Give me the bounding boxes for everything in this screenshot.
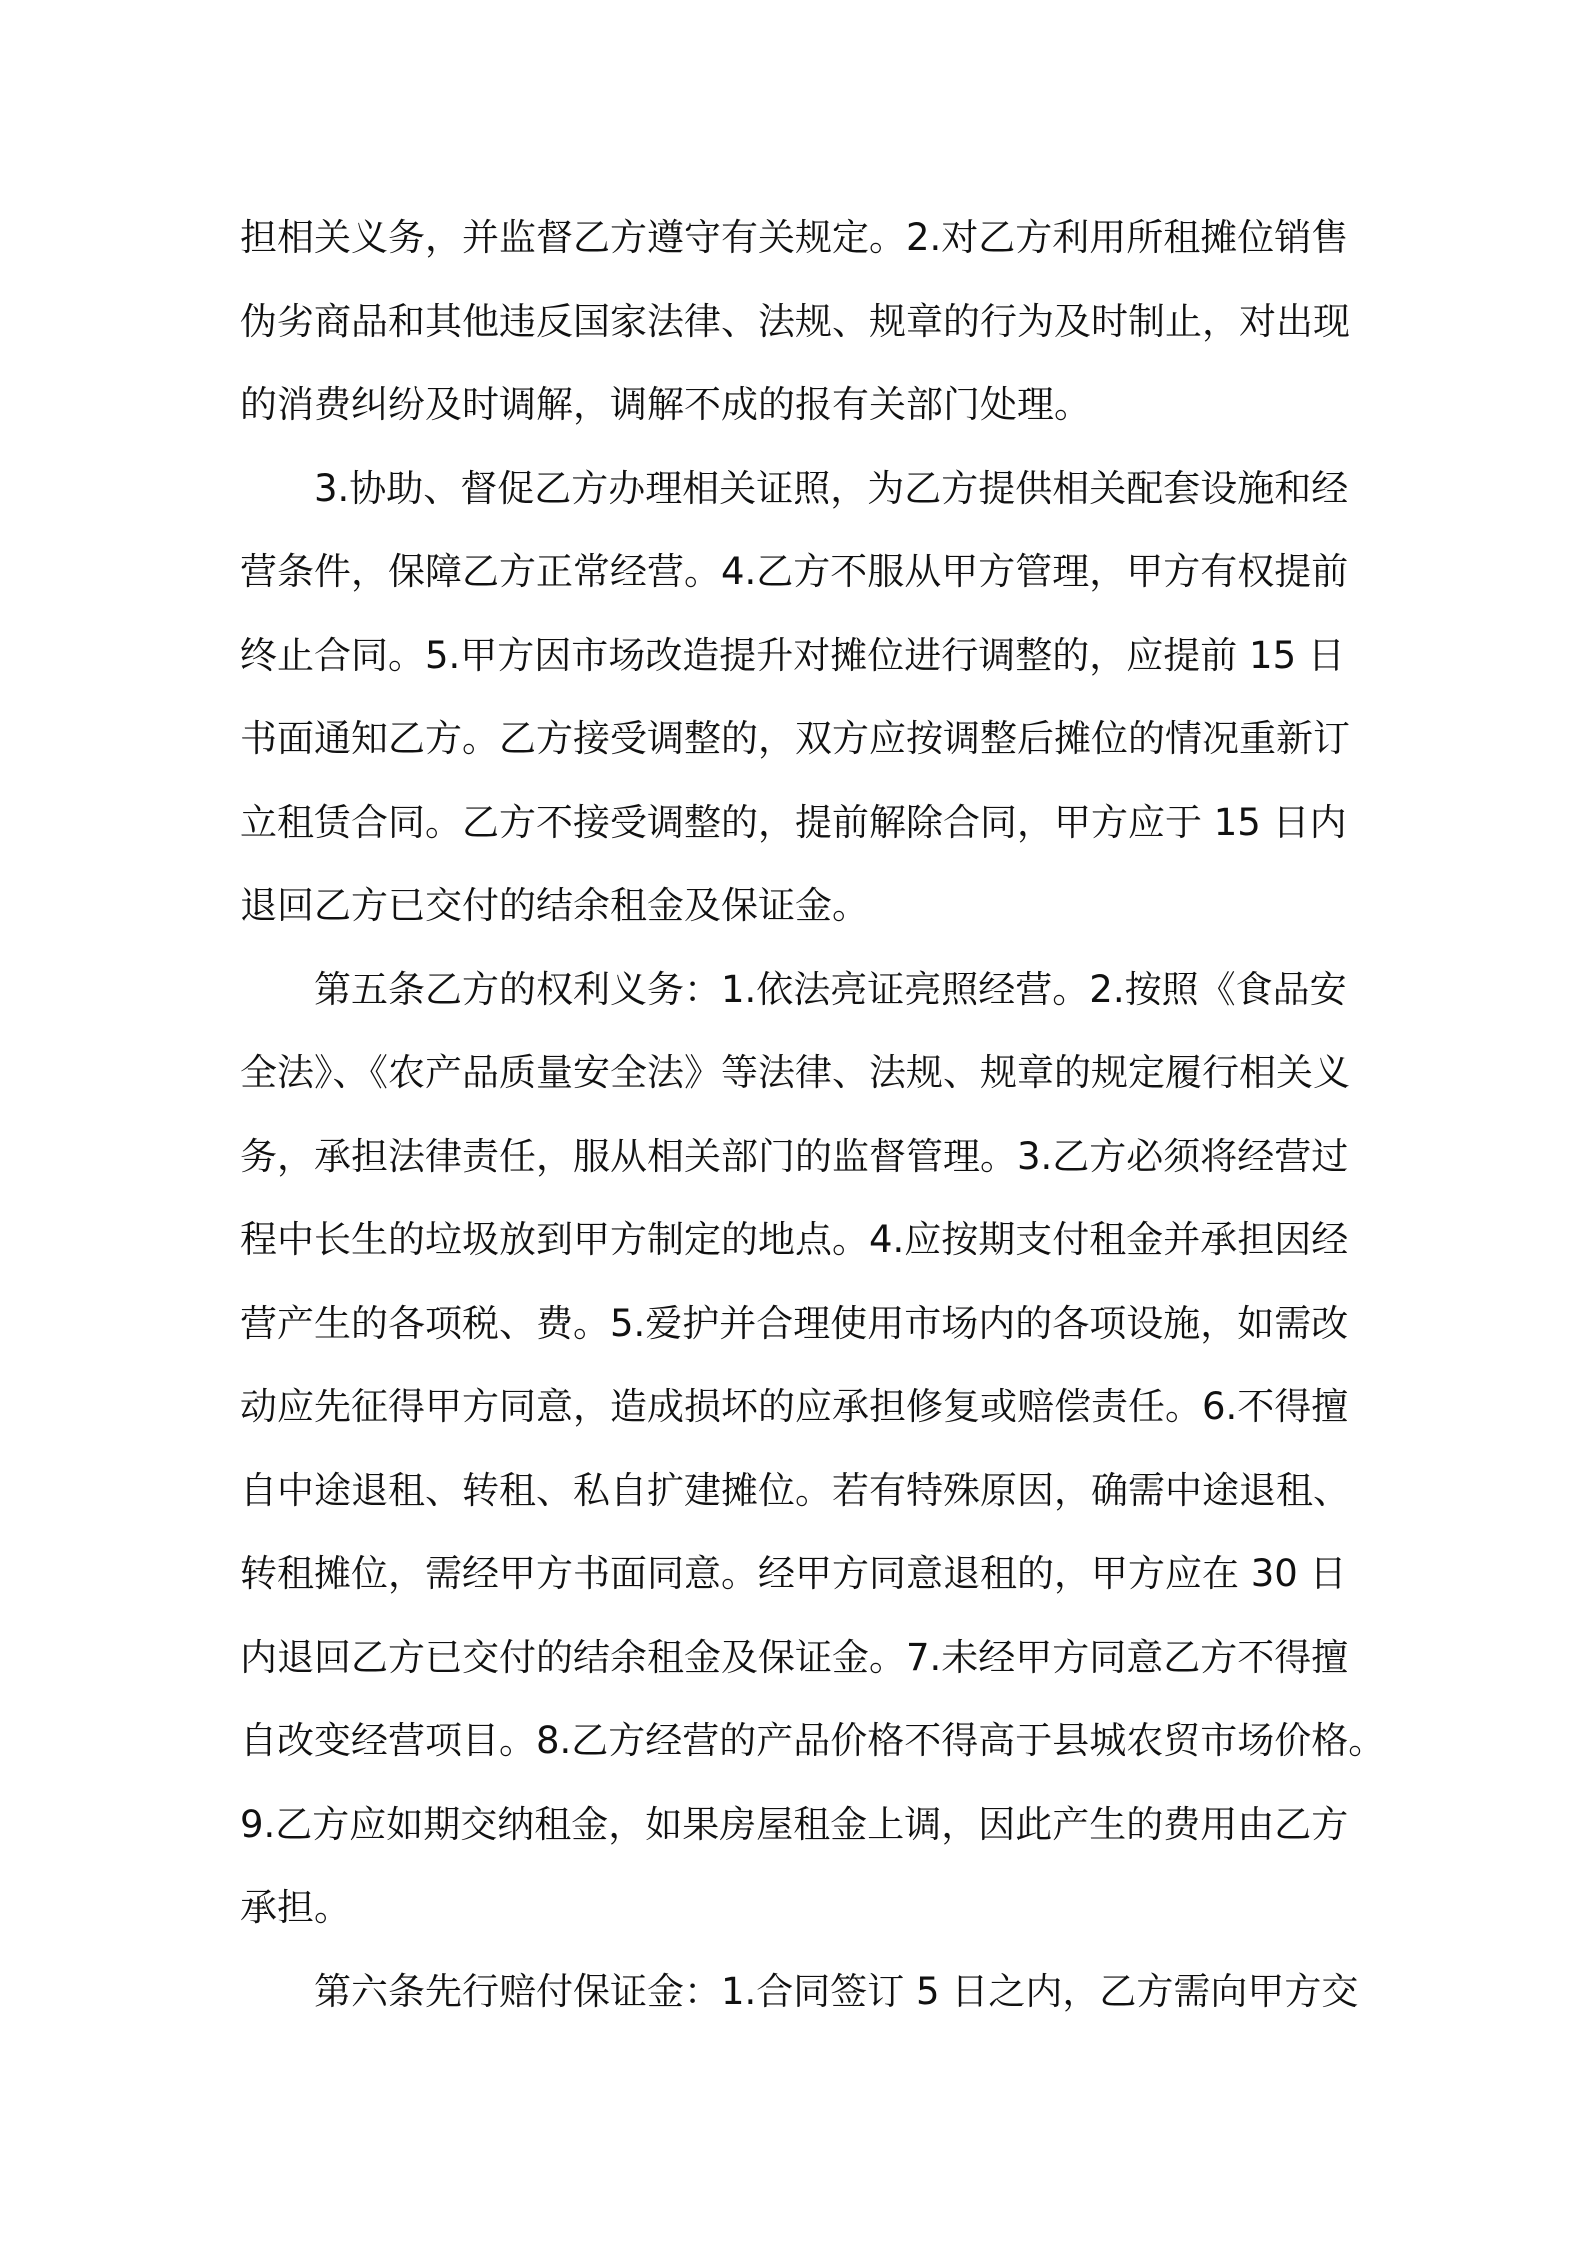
text-line: 营条件，保障乙方正常经营。4.乙方不服从甲方管理，甲方有权提前	[240, 550, 1349, 593]
text-line: 的消费纠纷及时调解，调解不成的报有关部门处理。	[240, 383, 1091, 426]
paragraph-4	[240, 1950, 1380, 2034]
paragraph-3	[240, 948, 1386, 1950]
text-line: 担相关义务，并监督乙方遵守有关规定。2.对乙方利用所租摊位销售	[240, 216, 1349, 259]
text-line: 自中途退租、转租、私自扩建摊位。若有特殊原因，确需中途退租、	[240, 1468, 1350, 1512]
text-line: 立租赁合同。乙方不接受调整的，提前解除合同，甲方应于 15 日内	[240, 800, 1347, 844]
text-line: 动应先征得甲方同意，造成损坏的应承担修复或赔偿责任。6.不得擅	[240, 1385, 1349, 1428]
text-line: 承担。	[240, 1886, 351, 1929]
text-line: 第六条先行赔付保证金：1.合同签订 5 日之内，乙方需向甲方交	[314, 1969, 1359, 2013]
text-line: 9.乙方应如期交纳租金，如果房屋租金上调，因此产生的费用由乙方	[240, 1802, 1349, 1846]
text-line: 伪劣商品和其他违反国家法律、法规、规章的行为及时制止，对出现	[240, 299, 1350, 343]
text-line: 3.协助、督促乙方办理相关证照，为乙方提供相关配套设施和经	[314, 466, 1349, 510]
text-line: 转租摊位，需经甲方书面同意。经甲方同意退租的，甲方应在 30 日	[240, 1552, 1347, 1595]
text-line: 务，承担法律责任，服从相关部门的监督管理。3.乙方必须将经营过	[240, 1134, 1349, 1178]
text-line: 书面通知乙方。乙方接受调整的，双方应按调整后摊位的情况重新订	[240, 717, 1350, 760]
paragraph-1	[240, 196, 1380, 447]
text-line: 退回乙方已交付的结余租金及保证金。	[240, 884, 869, 927]
text-line: 内退回乙方已交付的结余租金及保证金。7.未经甲方同意乙方不得擅	[240, 1635, 1349, 1679]
text-line: 全法》、《农产品质量安全法》等法律、法规、规章的规定履行相关义	[240, 1051, 1350, 1094]
document-body	[240, 196, 1386, 2033]
text-line: 程中长生的垃圾放到甲方制定的地点。4.应按期支付租金并承担因经	[240, 1218, 1349, 1261]
paragraph-2	[240, 447, 1380, 948]
text-line: 终止合同。5.甲方因市场改造提升对摊位进行调整的，应提前 15 日	[240, 633, 1345, 677]
text-line: 自改变经营项目。8.乙方经营的产品价格不得高于县城农贸市场价格。	[240, 1719, 1386, 1762]
text-line: 第五条乙方的权利义务：1.依法亮证亮照经营。2.按照《食品安	[314, 967, 1347, 1011]
text-line: 营产生的各项税、费。5.爱护并合理使用市场内的各项设施，如需改	[240, 1301, 1349, 1345]
